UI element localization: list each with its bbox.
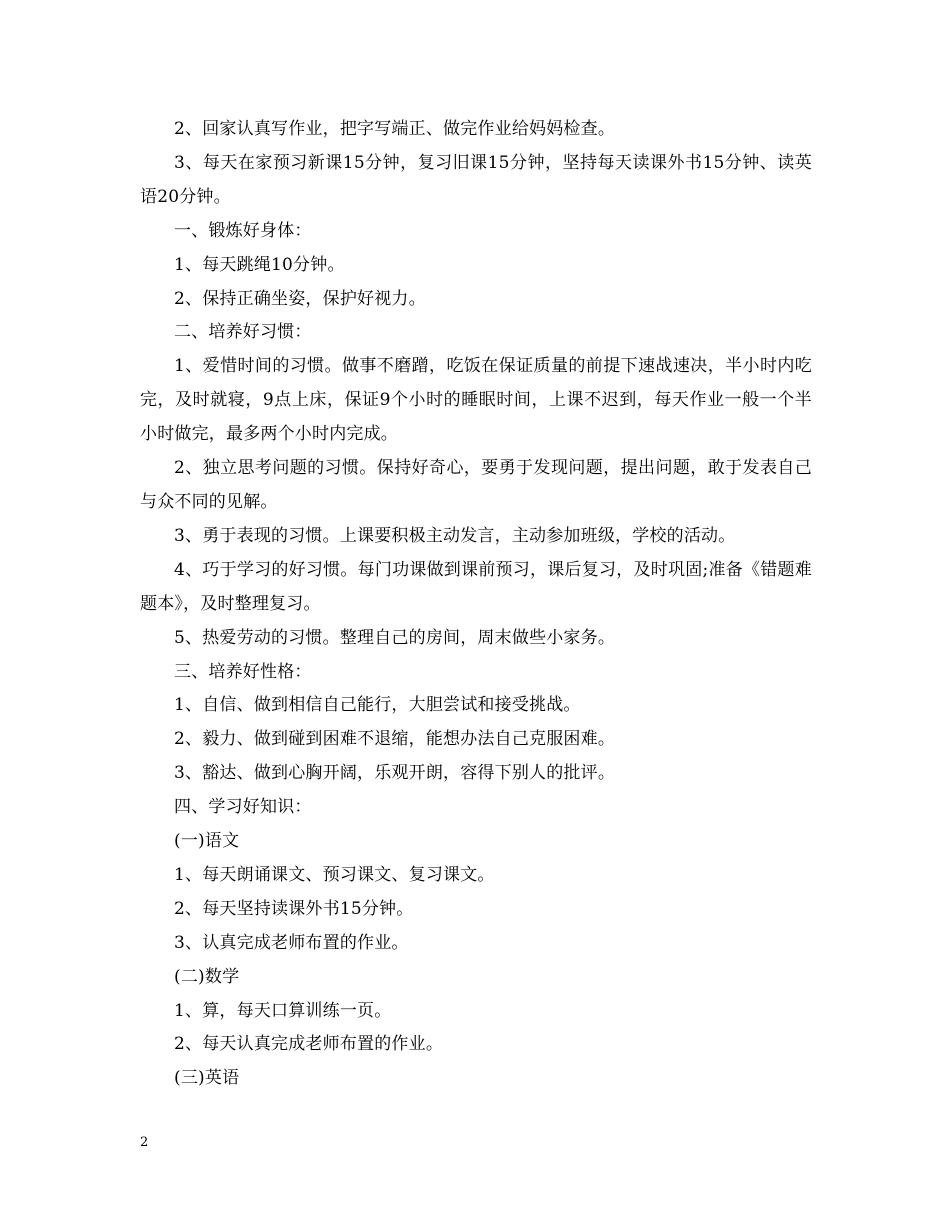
paragraph: 3、每天在家预习新课15分钟，复习旧课15分钟，坚持每天读课外书15分钟、读英语20分钟。 <box>140 152 812 207</box>
paragraph: 1、自信、做到相信自己能行，大胆尝试和接受挑战。 <box>174 695 581 716</box>
subsection-heading: (三)英语 <box>174 1068 240 1089</box>
paragraph: 1、每天跳绳10分钟。 <box>174 254 345 275</box>
paragraph: 1、每天朗诵课文、预习课文、复习课文。 <box>174 864 495 885</box>
paragraph: 4、巧于学习的好习惯。每门功课做到课前预习，课后复习，及时巩固;准备《错题难题本》，及时整理复习。 <box>140 559 812 614</box>
section-heading: 二、培养好习惯： <box>174 322 312 343</box>
paragraph: 5、热爱劳动的习惯。整理自己的房间，周末做些小家务。 <box>174 627 616 648</box>
document-body <box>140 113 812 1096</box>
section-heading: 一、锻炼好身体： <box>174 220 312 241</box>
paragraph: 2、每天坚持读课外书15分钟。 <box>174 898 414 919</box>
subsection-heading: (一)语文 <box>174 831 240 852</box>
section-heading: 四、学习好知识： <box>174 797 312 818</box>
paragraph: 2、毅力、做到碰到困难不退缩，能想办法自己克服困难。 <box>174 729 616 750</box>
paragraph: 2、每天认真完成老师布置的作业。 <box>174 1034 444 1055</box>
paragraph: 1、爱惜时间的习惯。做事不磨蹭，吃饭在保证质量的前提下速战速决，半小时内吃完，及时就寝，9点上床，保证9个小时的睡眠时间，上课不迟到，每天作业一般一个半小时做完，最多两个小时内完成。 <box>140 356 812 445</box>
paragraph: 1、算，每天口算训练一页。 <box>174 1000 392 1021</box>
subsection-heading: (二)数学 <box>174 966 240 987</box>
paragraph: 3、豁达、做到心胸开阔，乐观开朗，容得下别人的批评。 <box>174 763 616 784</box>
paragraph: 3、勇于表现的习惯。上课要积极主动发言，主动参加班级，学校的活动。 <box>174 525 736 546</box>
page-number: 2 <box>140 1135 149 1150</box>
paragraph: 2、独立思考问题的习惯。保持好奇心，要勇于发现问题，提出问题，敢于发表自己与众不同的见解。 <box>140 458 812 512</box>
paragraph: 2、保持正确坐姿，保护好视力。 <box>174 288 426 309</box>
section-heading: 三、培养好性格： <box>174 661 312 682</box>
paragraph: 2、回家认真写作业，把字写端正、做完作业给妈妈检查。 <box>174 119 616 139</box>
paragraph: 3、认真完成老师布置的作业。 <box>174 932 409 953</box>
